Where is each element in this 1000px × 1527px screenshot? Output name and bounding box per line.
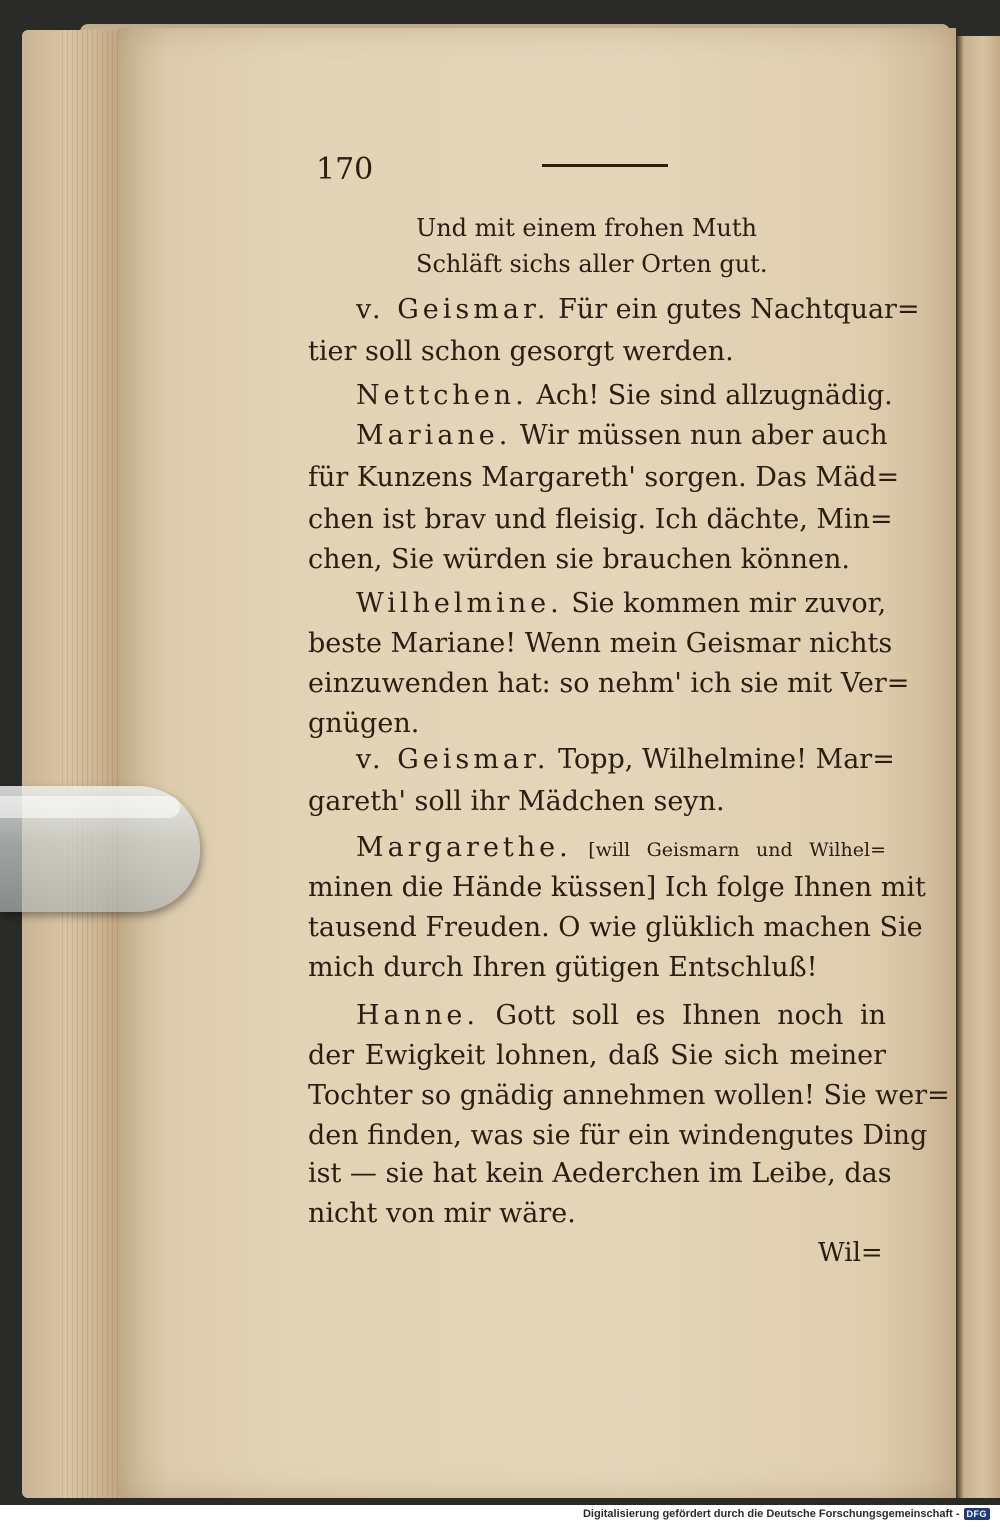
text-line — [308, 336, 886, 367]
facing-page-edge — [956, 36, 1000, 1498]
line-text: chen ist brav und fleisig. Ich dächte, Min= — [308, 504, 893, 535]
text-line — [308, 708, 886, 739]
text-line — [356, 1000, 886, 1031]
line-text: nicht von mir wäre. — [308, 1198, 576, 1229]
speaker-name: Margarethe. — [356, 832, 572, 863]
stage-direction: [will Geismarn und Wilhel= — [571, 839, 886, 861]
line-text: mich durch Ihren gütigen Entschluß! — [308, 952, 818, 983]
line-text: Wir müssen nun aber auch — [511, 420, 888, 451]
line-text: für Kunzens Margareth' sorgen. Das Mäd= — [308, 462, 900, 493]
line-text: gnügen. — [308, 708, 420, 739]
verse-line-2: Schläft sichs aller Orten gut. — [416, 250, 768, 278]
text-line — [356, 832, 886, 863]
digitization-credit — [583, 1505, 990, 1523]
clip-highlight — [0, 796, 180, 818]
verse-line-1: Und mit einem frohen Muth — [416, 214, 757, 242]
line-text: tausend Freuden. O wie glüklich machen Sie — [308, 912, 923, 943]
text-line — [356, 744, 895, 775]
catchword: Wil= — [818, 1238, 883, 1268]
text-line — [308, 1040, 886, 1071]
text-line — [308, 1158, 892, 1189]
speaker-name: v. Geismar. — [356, 744, 550, 775]
speaker-name: Hanne. — [356, 1000, 479, 1031]
dfg-logo-icon: DFG — [964, 1508, 991, 1520]
line-text: ist — sie hat kein Aederchen im Leibe, das — [308, 1158, 892, 1189]
text-line — [308, 504, 893, 535]
line-text: gareth' soll ihr Mädchen seyn. — [308, 786, 725, 817]
line-text: Gott soll es Ihnen noch in — [478, 1000, 886, 1031]
text-line — [356, 420, 886, 451]
speaker-name: Wilhelmine. — [356, 588, 563, 619]
page-number: 170 — [316, 152, 374, 187]
line-text: minen die Hände küssen] Ich folge Ihnen mit — [308, 872, 926, 903]
header-rule — [542, 164, 668, 167]
text-line — [356, 380, 893, 411]
text-line — [308, 628, 893, 659]
text-line — [308, 1120, 928, 1151]
line-text: Sie kommen mir zuvor, — [562, 588, 887, 619]
text-line — [308, 1198, 886, 1229]
line-text: der Ewigkeit lohnen, daß Sie sich meiner — [308, 1040, 886, 1071]
speaker-name: Nettchen. — [356, 380, 528, 411]
line-text: Topp, Wilhelmine! Mar= — [549, 744, 895, 775]
text-line — [356, 294, 920, 325]
text-line — [308, 786, 886, 817]
text-line — [308, 952, 886, 983]
speaker-name: v. Geismar. — [356, 294, 550, 325]
line-text: den finden, was sie für ein windengutes Ding — [308, 1120, 928, 1151]
line-text: beste Mariane! Wenn mein Geismar nichts — [308, 628, 893, 659]
credit-text: Digitalisierung gefördert durch die Deutsche Forschungsgemeinschaft - — [582, 1508, 960, 1520]
line-text: Für ein gutes Nachtquar= — [549, 294, 920, 325]
text-line — [308, 872, 926, 903]
text-line — [308, 462, 900, 493]
text-line — [308, 668, 910, 699]
line-text: chen, Sie würden sie brauchen können. — [308, 544, 850, 575]
line-text: tier soll schon gesorgt werden. — [308, 336, 734, 367]
line-text: Ach! Sie sind allzugnädig. — [527, 380, 893, 411]
line-text: Tochter so gnädig annehmen wollen! Sie wer= — [308, 1080, 950, 1111]
text-line — [308, 544, 886, 575]
speaker-name: Mariane. — [356, 420, 512, 451]
text-line — [308, 912, 923, 943]
text-line — [308, 1080, 950, 1111]
text-line — [356, 588, 886, 619]
line-text: einzuwenden hat: so nehm' ich sie mit Ver= — [308, 668, 910, 699]
